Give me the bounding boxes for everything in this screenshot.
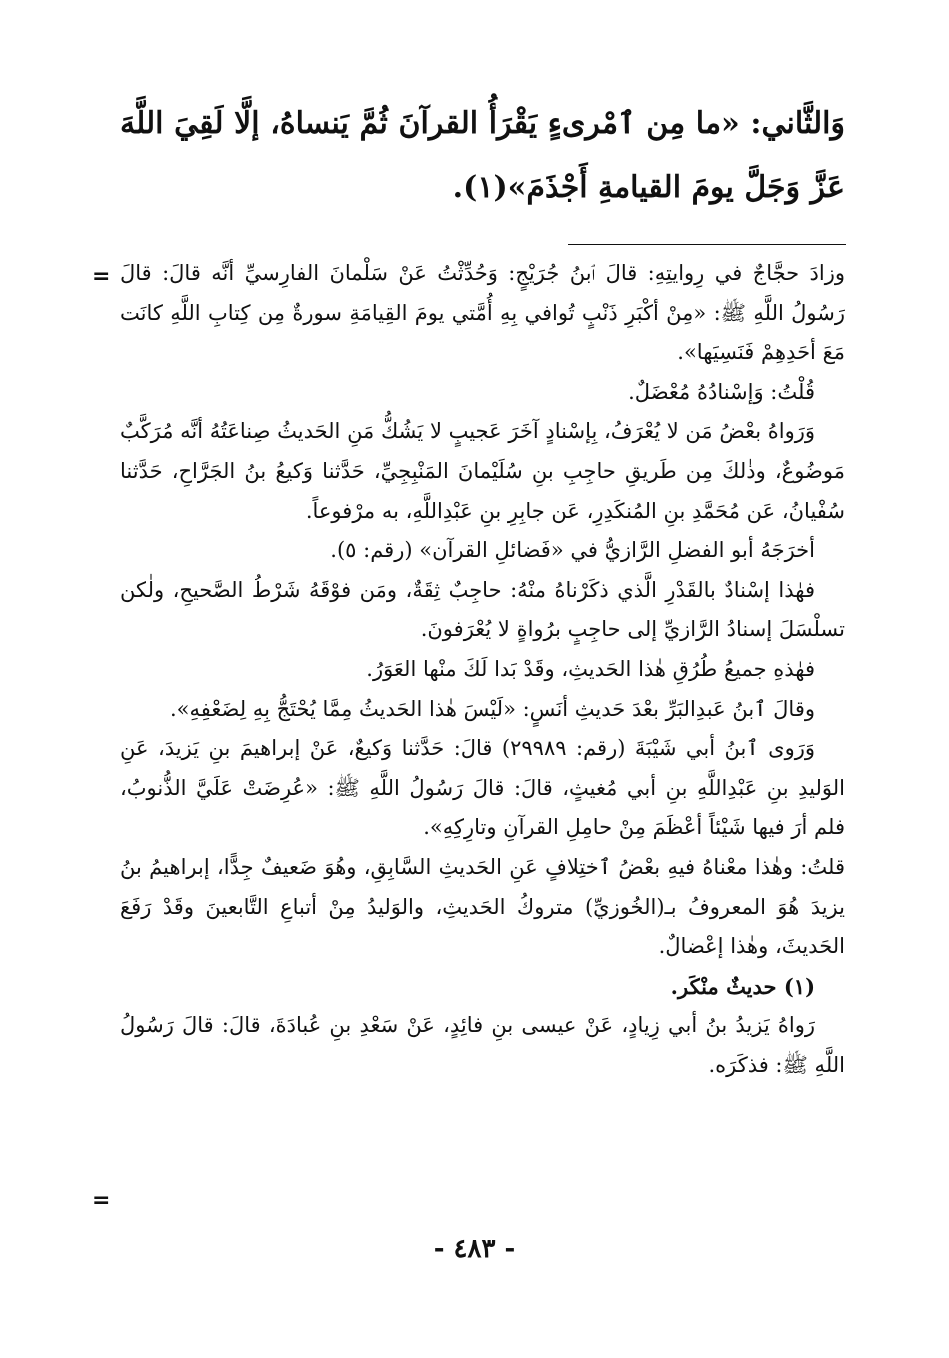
footnote-paragraph: فهٰذهِ جميعُ طُرُقِ هٰذا الحَديثِ، وقَدْ بَدا لَكَ منْها العَوَرُ. bbox=[366, 656, 815, 681]
continuation-mark-top: = bbox=[92, 264, 111, 289]
footnote-paragraph: قُلْتُ: وَإسْنادُهُ مُعْضَلٌ. bbox=[628, 379, 815, 404]
footnote-paragraph: وَرَواهُ بعْضُ مَن لا يُعْرَفُ، بِإسْنادٍ آخَرَ عَجيبٍ لا يَشُكُّ مَنِ الحَديثُ صِناعَتُهُ أنَّه مُرَكَّبٌ مَوضُوعٌ، وذٰلكَ مِن طَريقِ حاجِبِ بنِ سُلَيْمانَ المَنْبِجِيِّ، حَدَّثنا وَكيعُ بنُ الجَرَّاحِ، حَدَّثنا سُفْيانُ، عَن مُحَمَّدِ بنِ المُنكَدِرِ، عَن جابِرِ بنِ عَبْدِاللَّهِ، به مرْفوعاً. bbox=[120, 419, 845, 523]
footnote-paragraph: وَرَوى ٱبنُ أبي شَيْبَةَ (رقم: ٢٩٩٨٩) قالَ: حَدَّثنا وَكيعٌ، عَنْ إبراهيمَ بنِ يَزيدَ، عَنِ الوَليدِ بنِ عَبْدِاللَّهِ بنِ أبي مُغيثٍ، قالَ: قالَ رَسُولُ اللَّهِ ﷺ: «عُرِضَتْ عَلَيَّ الذُّنوبُ، فلم أرَ فيها شَيْئاً أعْظَمَ مِنْ حامِلِ القرآنِ وتارِكِهِ». bbox=[120, 736, 845, 840]
footnote-paragraph: فهٰذا إسْنادٌ بالقَدْرِ الَّذي ذكَرْناهُ منْهُ: حاجِبٌ ثِقَةٌ، ومَن فوْقَهُ شَرْطُ الصَّحيحِ، ولٰكن تسلْسَلَ إسنادُ الرَّازيِّ إلى حاجِبٍ برُواةٍ لا يُعْرَفونَ. bbox=[120, 577, 845, 642]
footnote-paragraph: رَواهُ يَزيدُ بنُ أبي زِيادٍ، عَنْ عيسى بنِ فائِدٍ، عَنْ سَعْدِ بنِ عُبادَةَ، قالَ: قالَ رَسُولُ اللَّهِ ﷺ: فذكَرَه. bbox=[120, 1013, 845, 1077]
continuation-mark-bottom: = bbox=[92, 1188, 111, 1213]
footnote-heading: (١) حديثٌ منْكَر. bbox=[670, 973, 815, 999]
page-number: - ٤٨٣ - bbox=[433, 1234, 516, 1264]
footnotes-block bbox=[120, 254, 845, 1085]
footnote-paragraph: وزادَ حجَّاجٌ في رِوايتِهِ: قالَ ٱبنُ جُرَيْجٍ: وَحُدِّثْتُ عَنْ سَلْمانَ الفارِسيِّ أنَّه قالَ: قالَ رَسُولُ اللَّهِ ﷺ: «مِنْ أكْبَرِ ذَنْبٍ تُوافي بِهِ أُمَّتي يومَ القِيامَةِ سورةٌ مِن كِتابِ اللَّهِ كانَت مَعَ أحَدِهِمْ فَنَسِيَها». bbox=[120, 261, 845, 365]
footnote-paragraph: قلتُ: وهٰذا معْناهُ فيهِ بعْضُ ٱختِلافٍ عَنِ الحَديثِ السَّابِقِ، وهُوَ ضَعيفٌ جِدًّا، إبراهيمُ بنُ يزيدَ هُوَ المعروفُ بـ(الخُوزيِّ) متروكُ الحَديثِ، والوَليدُ مِنْ أتباعِ التَّابعينَ وقَدْ رَفَعَ الحَديثَ، وهٰذا إعْضالٌ. bbox=[120, 854, 845, 959]
footnote-separator-line bbox=[568, 244, 846, 245]
footnote-paragraph: وقالَ ٱبنُ عَبدِالبَرِّ بعْدَ حَديثِ أنَسٍ: «لَيْسَ هٰذا الحَديثُ مِمَّا يُحْتَجُّ بِهِ لِضَعْفِهِ». bbox=[169, 696, 815, 721]
main-text-block bbox=[120, 92, 845, 220]
main-paragraph: وَالثَّاني: «ما مِن ٱمْرىءٍ يَقْرَأُ القرآنَ ثُمَّ يَنساهُ، إلَّا لَقِيَ اللَّهَ عَزَّ وَجَلَّ يومَ القيامةِ أَجْذَمَ»(١). bbox=[120, 106, 845, 205]
footnote-paragraph: أخرَجَهُ أبو الفضلِ الرَّازيُّ في «فَضائلِ القرآن» (رقم: ٥). bbox=[330, 538, 815, 563]
